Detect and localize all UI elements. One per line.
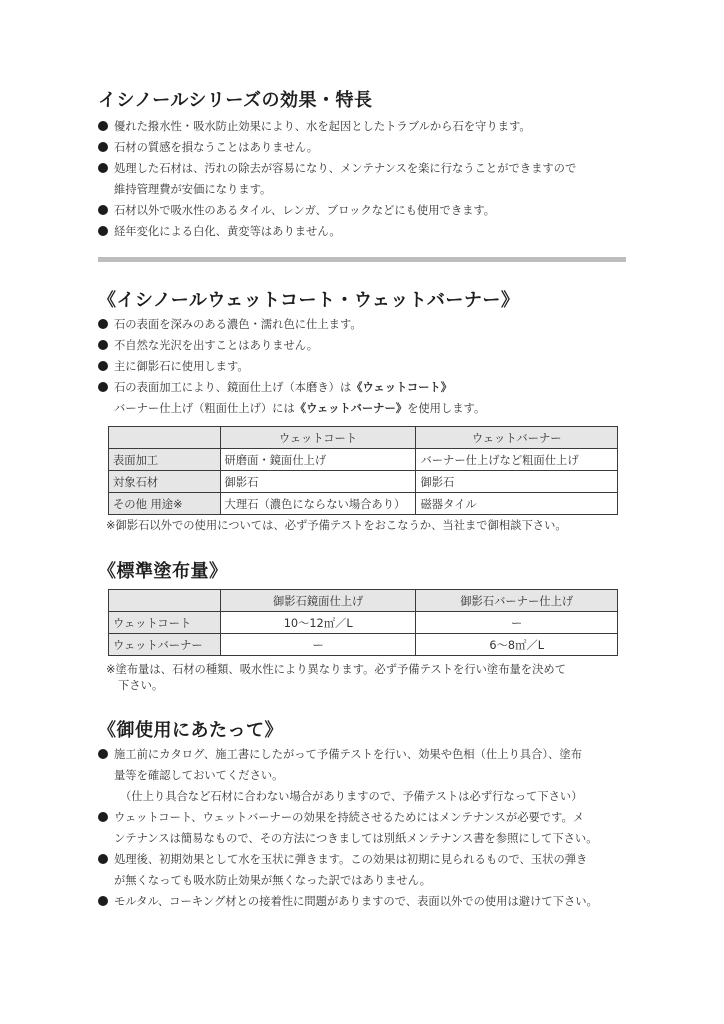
table-header-row (109, 590, 618, 612)
list-item: 石材の質感を損なうことはありません。 (98, 137, 638, 158)
section3-note: ※塗布量は、石材の種類、吸水性により異なります。必ず予備テストを行い塗布量を決めて 下さい。 (106, 663, 566, 692)
table-header-cell: ウェットバーナー (416, 427, 618, 449)
section4-title: 《御使用にあたって》 (98, 720, 283, 741)
table-cell: バーナー仕上げなど粗面仕上げ (416, 449, 618, 471)
table-cell: 大理石（濃色にならない場合あり） (220, 493, 416, 515)
list-item: 石の表面加工により、鏡面仕上げ（本磨き）は《ウェットコート》 バーナー仕上げ（粗面仕上げ）には《ウェットバーナー》を使用します。 (98, 377, 638, 419)
table-row (109, 634, 618, 656)
section2-note: ※御影石以外での使用については、必ず予備テストをおこなうか、当社まで御相談下さい。 (106, 519, 567, 532)
section-divider (98, 257, 626, 262)
bullet-icon (98, 361, 108, 371)
table-cell: ー (220, 634, 415, 656)
bullet-icon (98, 121, 108, 131)
row-label: 対象石材 (109, 471, 221, 493)
list-item: モルタル、コーキング材との接着性に問題がありますので、表面以外での使用は避けて下さい。 (98, 891, 644, 912)
table-row (109, 471, 618, 493)
section4-list (98, 744, 644, 912)
coverage-table (108, 589, 618, 656)
wet-coat-emphasis: 《ウェットコート》 (351, 381, 453, 394)
section3-title: 《標準塗布量》 (98, 561, 228, 582)
table-header-cell: 御影石鏡面仕上げ (220, 590, 415, 612)
row-label: 表面加工 (109, 449, 221, 471)
row-label: ウェットコート (109, 612, 221, 634)
product-table (108, 426, 618, 515)
bullet-icon (98, 142, 108, 152)
bullet-icon (98, 163, 108, 173)
wet-burner-emphasis: 《ウェットバーナー》 (294, 402, 408, 415)
table-row (109, 449, 618, 471)
list-item: 石の表面を深みのある濃色・濡れ色に仕上ます。 (98, 314, 638, 335)
section1-title: イシノールシリーズの効果・特長 (98, 90, 373, 111)
list-item: 処理した石材は、汚れの除去が容易になり、メンテナンスを楽に行なうことができますので 維持管理費が安価になります。 (98, 158, 638, 200)
section2-title: 《イシノールウェットコート・ウェットバーナー》 (98, 290, 520, 311)
bullet-icon (98, 382, 108, 392)
bullet-icon (98, 205, 108, 215)
bullet-icon (98, 226, 108, 236)
section1-list (98, 116, 638, 242)
section2-list (98, 314, 638, 419)
table-row (109, 493, 618, 515)
bullet-icon (98, 812, 108, 822)
table-cell: 磁器タイル (416, 493, 618, 515)
bullet-icon (98, 749, 108, 759)
table-header-cell: ウェットコート (220, 427, 416, 449)
table-cell: 6〜8㎡／L (416, 634, 618, 656)
list-item: 優れた撥水性・吸水防止効果により、水を起因としたトラブルから石を守ります。 (98, 116, 638, 137)
list-item: 施工前にカタログ、施工書にしたがって予備テストを行い、効果や色相（仕上り具合）、塗布 量等を確認しておいてください。 （仕上り具合など石材に合わない場合がありますので、予備テストは必ず行なって下さい） (98, 744, 644, 807)
table-cell: 研磨面・鏡面仕上げ (220, 449, 416, 471)
table-cell: 10〜12㎡／L (220, 612, 415, 634)
bullet-icon (98, 319, 108, 329)
row-label: ウェットバーナー (109, 634, 221, 656)
table-row (109, 612, 618, 634)
bullet-icon (98, 896, 108, 906)
table-header-cell: 御影石バーナー仕上げ (416, 590, 618, 612)
bullet-icon (98, 340, 108, 350)
list-item: 不自然な光沢を出すことはありません。 (98, 335, 638, 356)
table-cell: ー (416, 612, 618, 634)
list-item: 石材以外で吸水性のあるタイル、レンガ、ブロックなどにも使用できます。 (98, 200, 638, 221)
row-label: その他 用途※ (109, 493, 221, 515)
bullet-icon (98, 854, 108, 864)
table-cell: 御影石 (220, 471, 416, 493)
list-item: 経年変化による白化、黄変等はありません。 (98, 221, 638, 242)
list-item: 処理後、初期効果として水を玉状に弾きます。この効果は初期に見られるもので、玉状の弾き が無くなっても吸水防止効果が無くなった訳ではありません。 (98, 849, 644, 891)
list-item: 主に御影石に使用します。 (98, 356, 638, 377)
table-header-cell (109, 427, 221, 449)
table-header-row (109, 427, 618, 449)
table-cell: 御影石 (416, 471, 618, 493)
list-item: ウェットコート、ウェットバーナーの効果を持続させるためにはメンテナンスが必要です。メ ンテナンスは簡易なもので、その方法につきましては別紙メンテナンス書を参照にして下さい。 (98, 807, 644, 849)
table-header-cell (109, 590, 221, 612)
